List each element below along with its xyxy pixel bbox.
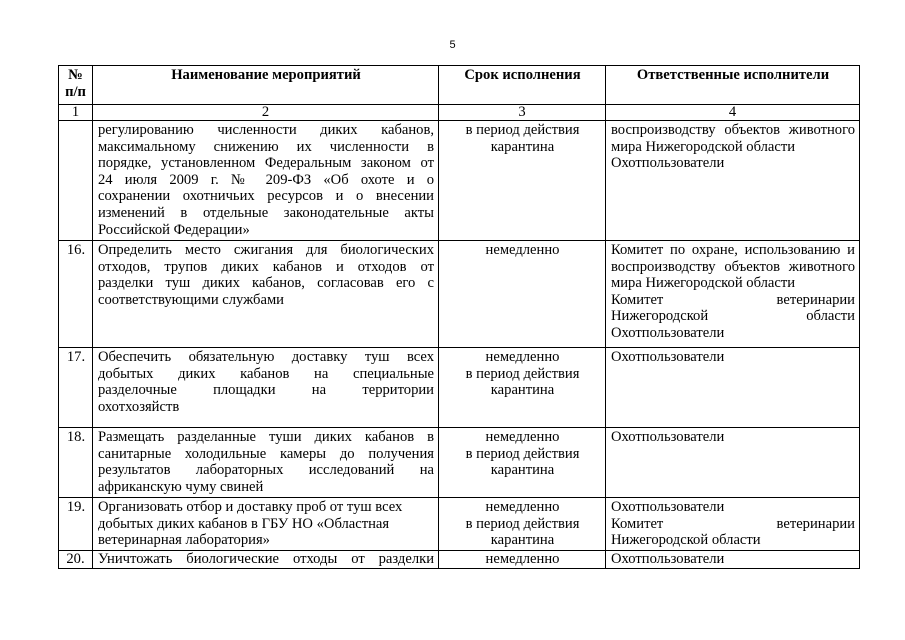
task-line: максимальному снижению их численности в <box>98 138 434 155</box>
table-row <box>59 121 860 241</box>
page-number: 5 <box>449 39 456 51</box>
header-term <box>439 66 606 105</box>
task-line: санитарные холодильные камеры до получения <box>98 445 434 462</box>
responsible-line: Комитет ветеринарии <box>611 515 855 532</box>
header-row <box>59 66 860 105</box>
responsible-line: Охотпользователи <box>611 499 725 515</box>
responsible-cell <box>606 348 860 428</box>
task-line: Размещать разделанные туши диких кабанов в <box>98 429 434 445</box>
row-number-cell: 18. <box>59 428 93 498</box>
column-number: 3 <box>439 105 606 121</box>
header-number-line: № <box>68 67 83 83</box>
task-line: африканскую чуму свиней <box>98 478 264 495</box>
responsible-line: Охотпользователи <box>611 155 725 172</box>
task-line: изменений в отдельные законодательные акты <box>98 204 434 221</box>
header-responsible-label: Ответственные исполнители <box>636 67 830 83</box>
term-cell <box>439 241 606 348</box>
responsible-cell <box>606 551 860 569</box>
task-line: регулированию численности диких кабанов, <box>98 122 434 138</box>
task-cell <box>93 551 439 569</box>
task-line: Определить место сжигания для биологических <box>98 242 434 258</box>
term-line: в период действия <box>465 515 580 532</box>
term-cell <box>439 428 606 498</box>
column-number: 1 <box>59 105 93 121</box>
task-cell <box>93 121 439 241</box>
term-line: карантина <box>490 138 555 155</box>
column-number: 2 <box>93 105 439 121</box>
task-cell <box>93 348 439 428</box>
column-number-row <box>59 105 860 121</box>
responsible-line: Нижегородской области <box>611 308 855 325</box>
header-number-line: п/п <box>65 83 86 100</box>
column-number: 4 <box>606 105 860 121</box>
term-cell <box>439 348 606 428</box>
responsible-line: Нижегородской области <box>611 532 761 549</box>
row-number-cell <box>59 121 93 241</box>
term-line: немедленно <box>485 551 560 567</box>
task-cell <box>93 498 439 551</box>
measures-table <box>58 65 860 569</box>
task-line: охотхозяйств <box>98 398 180 415</box>
header-responsible <box>606 66 860 105</box>
term-line: карантина <box>490 462 555 479</box>
task-line: сохранении охотничьих ресурсов и о внесении <box>98 188 434 205</box>
term-cell <box>439 121 606 241</box>
task-line: добытых диких кабанов на специальные <box>98 365 434 382</box>
task-line: отходов, трупов диких кабанов и отходов от <box>98 258 434 275</box>
header-name-label: Наименование мероприятий <box>171 67 361 83</box>
task-line: разделочные площадки на территории <box>98 382 434 399</box>
row-number-cell: 17. <box>59 348 93 428</box>
responsible-cell <box>606 428 860 498</box>
task-line: Российской Федерации» <box>98 221 250 238</box>
table-row <box>59 428 860 498</box>
task-line: порядке, установленном Федеральным законом от <box>98 155 434 172</box>
term-line: в период действия <box>465 122 580 138</box>
task-line: Уничтожать биологические отходы от разделки <box>98 551 434 567</box>
term-line: немедленно <box>485 429 560 445</box>
row-number-cell: 16. <box>59 241 93 348</box>
task-line: результатов лабораторных исследований на <box>98 462 434 479</box>
row-number-cell: 19. <box>59 498 93 551</box>
task-cell <box>93 241 439 348</box>
responsible-line: Комитет по охране, использованию и <box>611 242 855 258</box>
responsible-line: воспроизводству объектов животного <box>611 258 855 275</box>
task-line: соответствующими службами <box>98 291 284 308</box>
row-number-cell: 20. <box>59 551 93 569</box>
responsible-cell <box>606 498 860 551</box>
responsible-line: мира Нижегородской области <box>611 138 796 155</box>
table-row <box>59 498 860 551</box>
table-row <box>59 551 860 569</box>
term-line: немедленно <box>485 242 560 258</box>
task-line: Обеспечить обязательную доставку туш всех <box>98 349 434 365</box>
term-cell <box>439 498 606 551</box>
responsible-line: Охотпользователи <box>611 429 725 445</box>
task-line: Организовать отбор и доставку проб от туш всех <box>98 499 403 515</box>
task-cell <box>93 428 439 498</box>
task-line: 24 июля 2009 г. № 209-ФЗ «Об охоте и о <box>98 171 434 188</box>
term-line: в период действия <box>465 365 580 382</box>
term-line: карантина <box>490 532 555 549</box>
table-row <box>59 348 860 428</box>
term-cell <box>439 551 606 569</box>
header-name <box>93 66 439 105</box>
table-row <box>59 241 860 348</box>
term-line: в период действия <box>465 445 580 462</box>
task-line: разделки туш диких кабанов, согласовав его с <box>98 275 434 292</box>
header-term-label: Срок исполнения <box>464 67 581 83</box>
task-line: ветеринарная лаборатория» <box>98 532 270 549</box>
responsible-line: мира Нижегородской области <box>611 275 796 292</box>
responsible-cell <box>606 241 860 348</box>
term-line: карантина <box>490 382 555 399</box>
responsible-line: Комитет ветеринарии <box>611 291 855 308</box>
responsible-line: Охотпользователи <box>611 324 725 341</box>
term-line: немедленно <box>485 499 560 515</box>
header-number <box>59 66 93 105</box>
responsible-line: Охотпользователи <box>611 349 725 365</box>
term-line: немедленно <box>485 349 560 365</box>
responsible-line: Охотпользователи <box>611 551 725 567</box>
responsible-cell <box>606 121 860 241</box>
responsible-line: воспроизводству объектов животного <box>611 122 855 138</box>
task-line: добытых диких кабанов в ГБУ НО «Областная <box>98 515 390 532</box>
